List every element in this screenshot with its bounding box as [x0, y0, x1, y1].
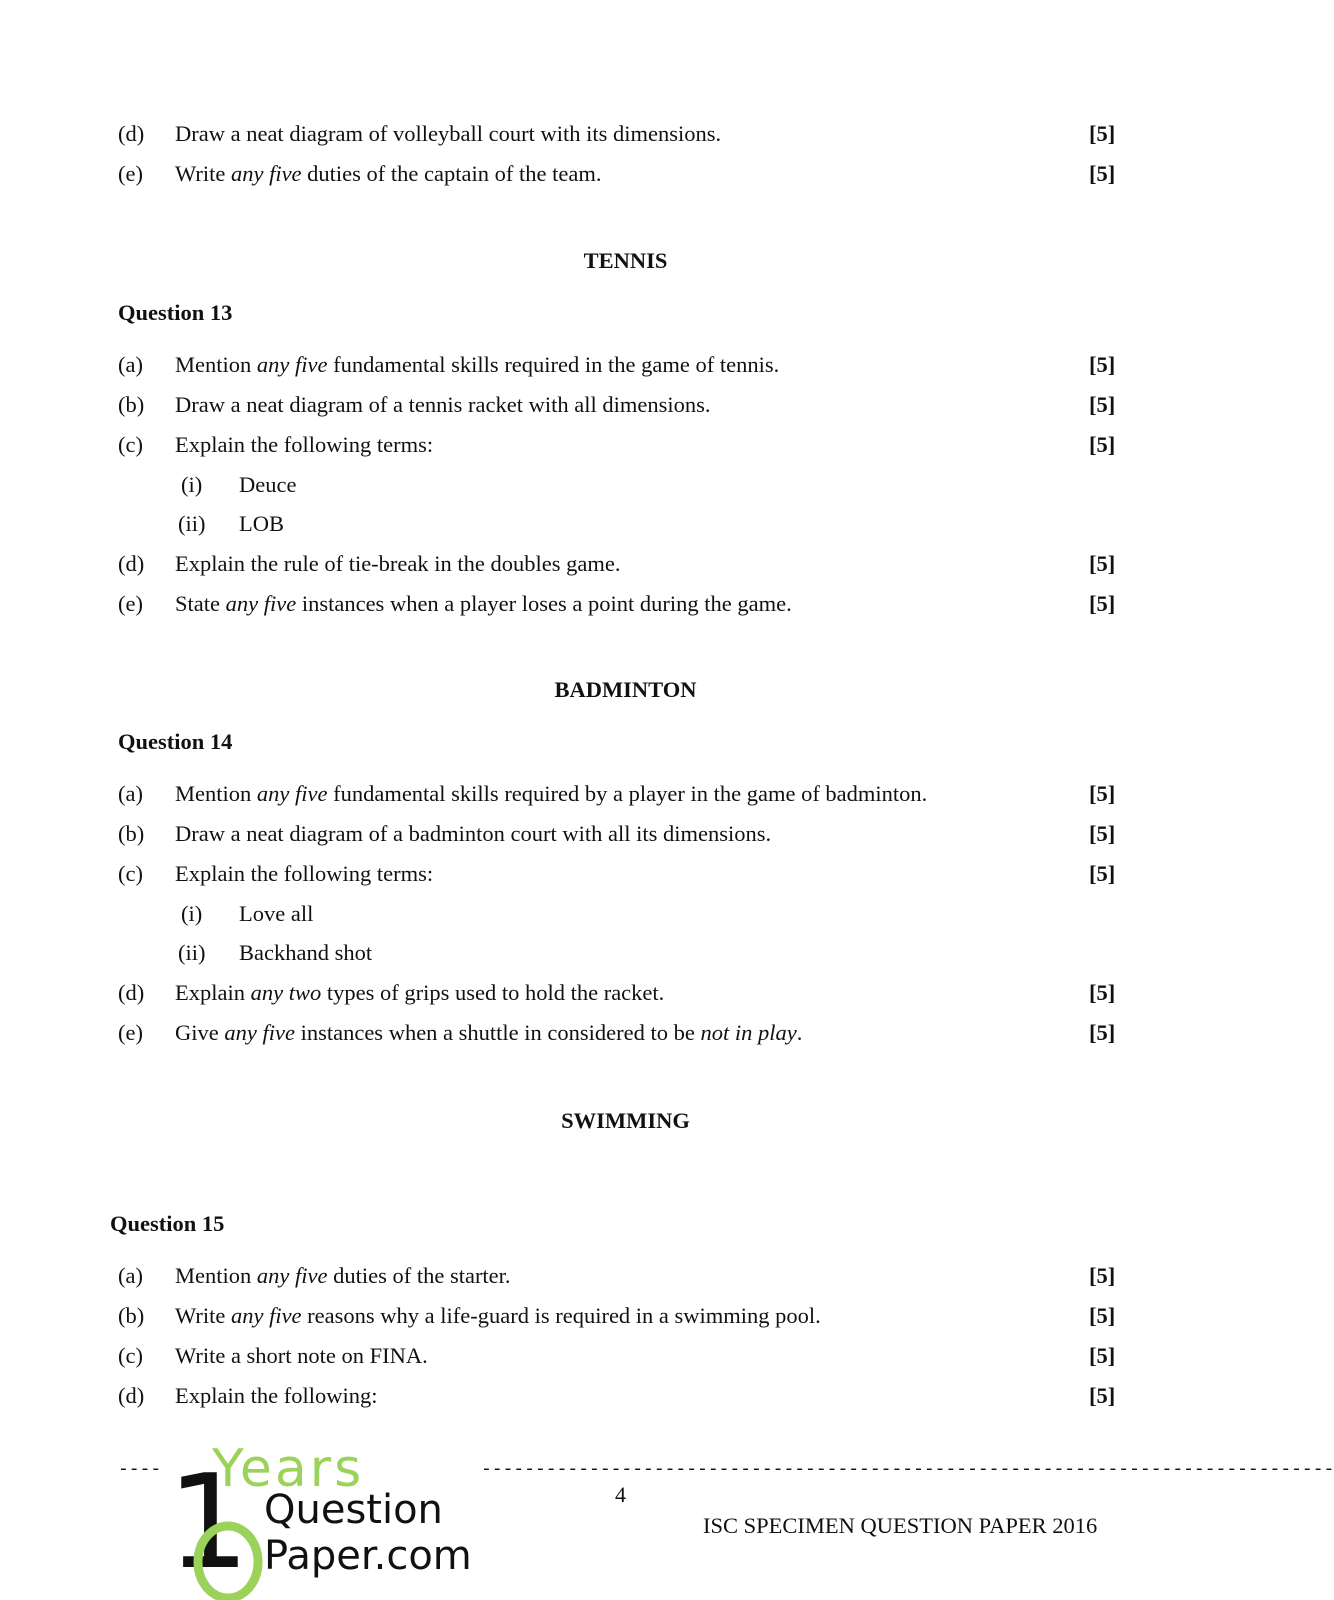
sub-item-row	[0, 897, 1251, 931]
item-label: (d)	[118, 1383, 145, 1408]
sub-item-row	[0, 507, 1251, 541]
item-text: State any five instances when a player loses a point during the game.	[175, 591, 792, 616]
item-text: Mention any five fundamental skills required by a player in the game of badminton.	[175, 781, 928, 806]
emphasis: any five	[256, 352, 328, 377]
item-row	[0, 1259, 1251, 1293]
item-text: Explain any two types of grips used to hold the racket.	[175, 980, 665, 1005]
item-label: (c)	[118, 432, 143, 457]
item-row	[0, 976, 1251, 1010]
item-marks: [5]	[1089, 1263, 1116, 1288]
item-label: (d)	[118, 980, 145, 1005]
item-label: (e)	[118, 161, 143, 186]
sub-item-text: Deuce	[239, 472, 297, 497]
question-title-14: Question 14	[118, 729, 233, 754]
item-marks: [5]	[1089, 1343, 1116, 1368]
item-label: (d)	[118, 551, 145, 576]
item-marks: [5]	[1089, 392, 1116, 417]
item-row	[0, 817, 1251, 851]
page-number: 4	[615, 1482, 626, 1507]
item-label: (c)	[118, 861, 143, 886]
item-marks: [5]	[1089, 781, 1116, 806]
logo-years: Years	[212, 1439, 365, 1499]
item-text: Draw a neat diagram of volleyball court with its dimensions.	[175, 121, 722, 146]
item-text: Write a short note on FINA.	[175, 1343, 428, 1368]
item-label: (c)	[118, 1343, 143, 1368]
item-marks: [5]	[1089, 1303, 1116, 1328]
emphasis: any five	[230, 1303, 302, 1328]
emphasis: any five	[256, 781, 328, 806]
item-row	[0, 117, 1251, 151]
item-marks: [5]	[1089, 161, 1116, 186]
item-text: Explain the following:	[175, 1383, 378, 1408]
logo-paper: Paper.com	[264, 1533, 472, 1579]
question-title-13: Question 13	[118, 300, 233, 325]
item-label: (e)	[118, 591, 143, 616]
item-marks: [5]	[1089, 591, 1116, 616]
item-marks: [5]	[1089, 551, 1116, 576]
item-row	[0, 777, 1251, 811]
section-heading-badminton: BADMINTON	[554, 677, 697, 702]
footer-rule-right: -------------------------------------------------------------------------------	[481, 1460, 1334, 1480]
logo-digit-one: 1	[167, 1446, 250, 1598]
sub-item-label: (i)	[181, 901, 203, 926]
footer-rule-left: ----	[118, 1460, 162, 1480]
footer-title: ISC SPECIMEN QUESTION PAPER 2016	[703, 1513, 1098, 1538]
item-row	[0, 1339, 1251, 1373]
emphasis: not in play	[700, 1020, 797, 1045]
question-title-15: Question 15	[110, 1211, 225, 1236]
item-row	[0, 388, 1251, 422]
item-marks: [5]	[1089, 1020, 1116, 1045]
item-text: Draw a neat diagram of a badminton court with all its dimensions.	[175, 821, 772, 846]
item-label: (b)	[118, 1303, 145, 1328]
item-marks: [5]	[1089, 352, 1116, 377]
item-row	[0, 587, 1251, 621]
item-row	[0, 857, 1251, 891]
item-text: Mention any five fundamental skills required in the game of tennis.	[175, 352, 780, 377]
item-row	[0, 1299, 1251, 1333]
sub-item-text: Love all	[239, 901, 314, 926]
item-marks: [5]	[1089, 121, 1116, 146]
emphasis: any five	[224, 1020, 295, 1045]
item-marks: [5]	[1089, 1383, 1116, 1408]
sub-item-text: Backhand shot	[239, 940, 373, 965]
sub-item-label: (ii)	[178, 940, 206, 965]
item-text: Give any five instances when a shuttle in considered to be not in play.	[175, 1020, 803, 1045]
sub-item-label: (ii)	[178, 511, 206, 536]
emphasis: any two	[250, 980, 322, 1005]
emphasis: any five	[230, 161, 302, 186]
sub-item-row	[0, 468, 1251, 502]
item-text: Write any five reasons why a life-guard is required in a swimming pool.	[175, 1303, 821, 1328]
item-text: Explain the rule of tie-break in the doubles game.	[175, 551, 621, 576]
section-heading-tennis: TENNIS	[583, 248, 668, 273]
item-label: (a)	[118, 1263, 143, 1288]
item-text: Draw a neat diagram of a tennis racket with all dimensions.	[175, 392, 711, 417]
item-row	[0, 157, 1251, 191]
item-marks: [5]	[1089, 980, 1116, 1005]
logo-question: Question	[264, 1487, 443, 1533]
section-heading-swimming: SWIMMING	[561, 1108, 690, 1133]
item-text: Mention any five duties of the starter.	[175, 1263, 511, 1288]
item-label: (b)	[118, 821, 145, 846]
item-text: Explain the following terms:	[175, 432, 434, 457]
item-label: (d)	[118, 121, 145, 146]
item-row	[0, 1379, 1251, 1413]
emphasis: any five	[256, 1263, 328, 1288]
sub-item-label: (i)	[181, 472, 203, 497]
item-label: (a)	[118, 352, 143, 377]
item-text: Explain the following terms:	[175, 861, 434, 886]
sub-item-row	[0, 936, 1251, 970]
item-row	[0, 547, 1251, 581]
item-label: (a)	[118, 781, 143, 806]
item-marks: [5]	[1089, 861, 1116, 886]
item-row	[0, 428, 1251, 462]
item-row	[0, 348, 1251, 382]
item-marks: [5]	[1089, 821, 1116, 846]
item-marks: [5]	[1089, 432, 1116, 457]
item-label: (b)	[118, 392, 145, 417]
sub-item-text: LOB	[239, 511, 284, 536]
item-row	[0, 1016, 1251, 1050]
emphasis: any five	[225, 591, 297, 616]
item-text: Write any five duties of the captain of the team.	[175, 161, 602, 186]
item-label: (e)	[118, 1020, 143, 1045]
site-logo	[165, 1439, 495, 1600]
